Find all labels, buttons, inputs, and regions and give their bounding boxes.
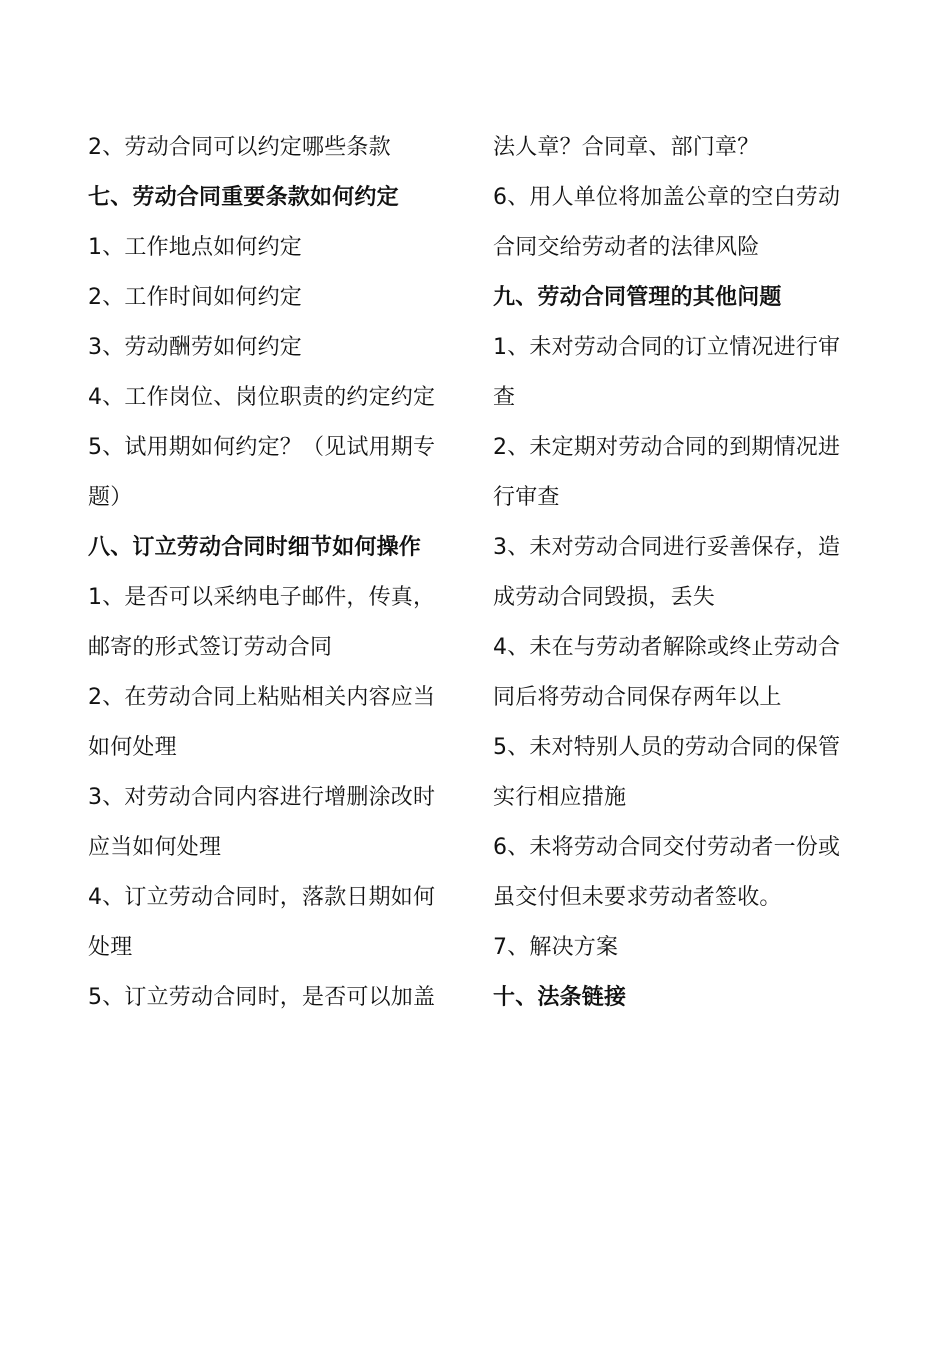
section-heading: 八、订立劳动合同时细节如何操作	[88, 535, 422, 560]
text-line: 5、未对特别人员的劳动合同的保管	[493, 735, 841, 760]
text-line: 同后将劳动合同保存两年以上	[493, 685, 782, 710]
text-line: 题）	[88, 485, 133, 510]
text-line: 1、是否可以采纳电子邮件，传真，	[88, 585, 436, 610]
text-line: 2、在劳动合同上粘贴相关内容应当	[88, 685, 436, 710]
text-line: 实行相应措施	[493, 785, 627, 810]
section-heading: 七、劳动合同重要条款如何约定	[88, 185, 399, 210]
text-line: 3、未对劳动合同进行妥善保存，造	[493, 535, 841, 560]
text-line: 如何处理	[88, 735, 177, 760]
text-line: 查	[493, 385, 516, 410]
text-line: 虽交付但未要求劳动者签收。	[493, 885, 782, 910]
text-line: 5、订立劳动合同时，是否可以加盖	[88, 985, 436, 1010]
text-line: 4、工作岗位、岗位职责的约定约定	[88, 385, 436, 410]
text-line: 2、工作时间如何约定	[88, 285, 302, 310]
text-line: 4、未在与劳动者解除或终止劳动合	[493, 635, 841, 660]
section-heading: 十、法条链接	[493, 985, 627, 1010]
text-line: 6、用人单位将加盖公章的空白劳动	[493, 185, 841, 210]
text-line: 处理	[88, 935, 133, 960]
text-line: 2、未定期对劳动合同的到期情况进	[493, 435, 841, 460]
right-column	[493, 123, 873, 1023]
text-line: 5、试用期如何约定？（见试用期专	[88, 435, 436, 460]
text-line: 3、劳动酬劳如何约定	[88, 335, 302, 360]
text-line: 邮寄的形式签订劳动合同	[88, 635, 333, 660]
text-line: 行审查	[493, 485, 560, 510]
section-heading: 九、劳动合同管理的其他问题	[493, 285, 782, 310]
text-line: 6、未将劳动合同交付劳动者一份或	[493, 835, 841, 860]
text-line: 7、解决方案	[493, 935, 619, 960]
text-line: 合同交给劳动者的法律风险	[493, 235, 760, 260]
text-line: 应当如何处理	[88, 835, 222, 860]
text-line: 3、对劳动合同内容进行增删涂改时	[88, 785, 436, 810]
text-line: 1、未对劳动合同的订立情况进行审	[493, 335, 841, 360]
text-line: 2、劳动合同可以约定哪些条款	[88, 135, 391, 160]
text-line: 成劳动合同毁损，丢失	[493, 585, 716, 610]
left-column	[88, 123, 468, 1023]
text-line: 1、工作地点如何约定	[88, 235, 302, 260]
text-line: 4、订立劳动合同时，落款日期如何	[88, 885, 436, 910]
text-line: 法人章？合同章、部门章？	[493, 135, 760, 160]
